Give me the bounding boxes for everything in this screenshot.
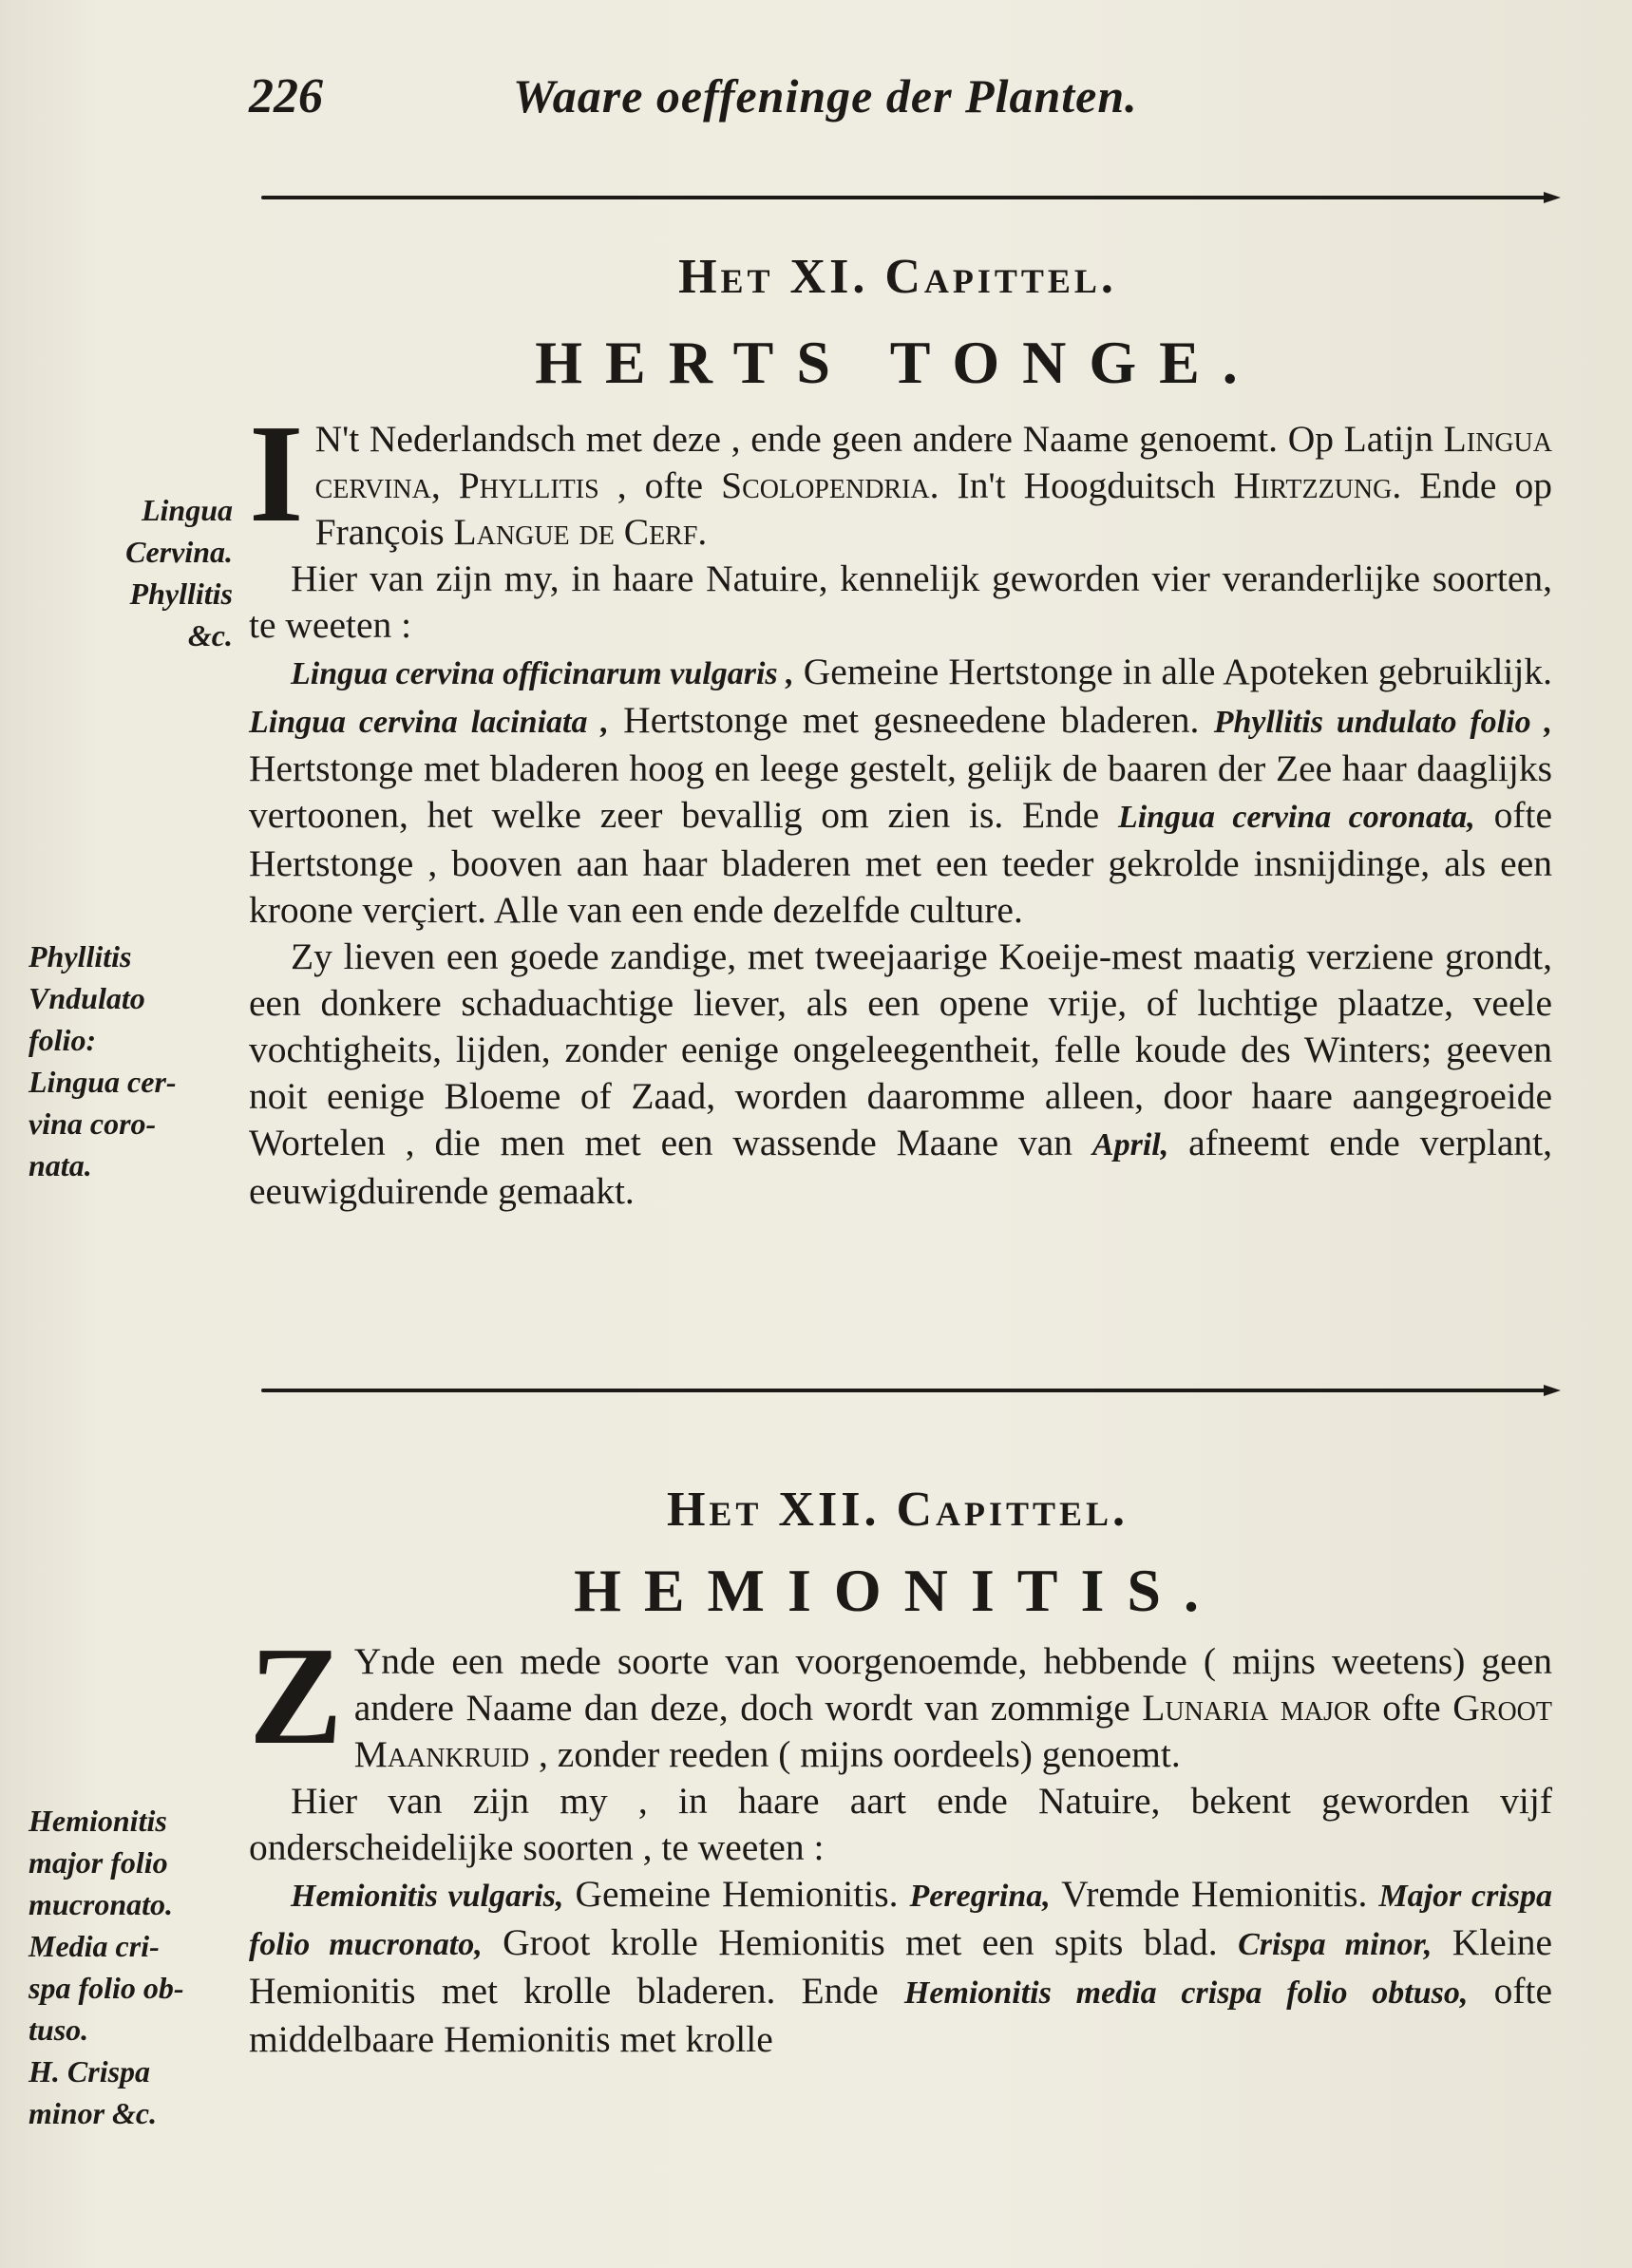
drop-cap: I [249, 396, 304, 552]
text-run: , zonder reeden ( mijns oordeels) genoemt. [529, 1733, 1181, 1775]
chapter-body [249, 396, 1552, 1215]
text-run: Hertstonge met gesneedene bladeren. [608, 699, 1214, 741]
paragraph: Hier van zijn my, in haare Natuire, kennelijk geworden vier veranderlijke soorten, te weeten : [249, 558, 1552, 646]
text-run: Scolopendria. [721, 464, 939, 506]
drop-cap: Z [249, 1618, 343, 1774]
chapter-heading: Het XI. Capittel. [678, 250, 1117, 304]
text-run: Ende op François [314, 464, 1552, 553]
latin-name: Lingua cervina coronata, [1117, 800, 1475, 835]
text-run: ofte middelbaare Hemionitis met krolle [249, 1970, 1552, 2060]
latin-name: Hemionitis media crispa folio obtuso, [903, 1975, 1469, 2011]
text-run: In't Hoogduitsch [939, 464, 1234, 506]
text-run: Lingua cervina [314, 418, 1552, 506]
paragraph [249, 1618, 1552, 1778]
margin-note [28, 936, 233, 1186]
text-run: Hertstonge met bladeren hoog en leege gestelt, gelijk de baaren der Zee haar daaglijks vertoonen, het welke zeer bevallig om zien is. Ende [249, 747, 1552, 836]
text-run: Kleine Hemionitis met krolle bladeren. Ende [249, 1921, 1553, 2012]
latin-name: Lingua cervina officinarum vulgaris , [291, 656, 794, 691]
latin-name: Hemionitis vulgaris, [291, 1879, 564, 1914]
text-run: , [430, 464, 459, 506]
text-run: Groot krolle Hemionitis met een spits blad. [482, 1921, 1239, 1963]
margin-note [28, 489, 233, 656]
paragraph [249, 1871, 1552, 2063]
latin-name: April, [1091, 1127, 1169, 1162]
paragraph [249, 649, 1552, 934]
text-run: afneemt ende verplant, eeuwigduirende gemaakt. [249, 1122, 1552, 1212]
margin-note-text: Phyllitis Vndulato folio: Lingua cer- vina coro- nata. [28, 939, 177, 1182]
latin-name: Peregrina, [909, 1879, 1051, 1914]
section-title: HERTS TONGE. [535, 329, 1261, 396]
text-run: N't Nederlandsch met deze , ende geen andere Naame genoemt. Op Latijn [314, 418, 1444, 460]
latin-name: Lingua cervina laciniata , [249, 705, 609, 740]
text-run: ofte [1370, 1687, 1453, 1729]
page-header [237, 68, 1558, 144]
chapter-heading: Het XII. Capittel. [666, 1483, 1129, 1537]
margin-note-text: Hemionitis major folio mucronato. Media cri- spa folio ob- tuso. H. Crispa minor &c. [28, 1804, 184, 2130]
chapter-body [249, 1618, 1553, 2063]
running-title: Waare oeffeninge der Planten. [513, 69, 1138, 123]
header-rule [261, 196, 1553, 199]
paragraph: Hier van zijn my , in haare aart ende Natuire, bekent geworden vijf onderscheidelijke soorten , te weeten : [249, 1780, 1552, 1868]
text-run: Vremde Hemionitis. [1050, 1873, 1379, 1915]
paragraph [249, 396, 1552, 556]
text-run: Phyllitis [458, 464, 599, 506]
text-run: Gemeine Hemionitis. [563, 1873, 910, 1915]
latin-name: Major crispa folio mucronato, [249, 1879, 1552, 1962]
latin-name: Phyllitis undulato folio , [1213, 705, 1552, 740]
margin-note-text: Lingua Cervina. Phyllitis &c. [125, 493, 233, 652]
text-run: Langue de Cerf. [453, 511, 708, 553]
latin-name: Crispa minor, [1238, 1927, 1433, 1962]
text-run: Gemeine Hertstonge in alle Apoteken gebruiklijk. [793, 651, 1552, 692]
text-run: , ofte [598, 464, 722, 506]
text-run: Lunaria major [1142, 1687, 1371, 1729]
text-run: Zy lieven een goede zandige, met tweejaarige Koeije-mest maatig verziene grondt, een donkere schaduachtige liever, als een opene vrije, of luchtige plaatze, veele vochtigheits, lijden, zonder eenige ongeleegentheit, felle koude des Winters; geeven noit eenige Bloeme of Zaad, worden daaromme alleen, door haare aangegroeide Wortelen , die men met een wassende Maane van [249, 936, 1552, 1163]
text-run: Ynde een mede soorte van voorgenoemde, hebbende ( mijns weetens) geen andere Naame dan deze, doch wordt van zommige [353, 1640, 1552, 1729]
text-run: Groot Maankruid [353, 1687, 1552, 1775]
section-title: HEMIONITIS. [574, 1557, 1222, 1624]
page-number: 226 [249, 69, 323, 123]
text-run: Hirtzzung. [1233, 464, 1402, 506]
text-run: ofte Hertstonge , booven aan haar bladeren met een teeder gekrolde insnijdinge, als een kroone verçiert. Alle van een ende dezelfde culture. [249, 794, 1552, 931]
section-rule [261, 1389, 1553, 1392]
paragraph [249, 934, 1552, 1215]
margin-note [28, 1800, 233, 2134]
